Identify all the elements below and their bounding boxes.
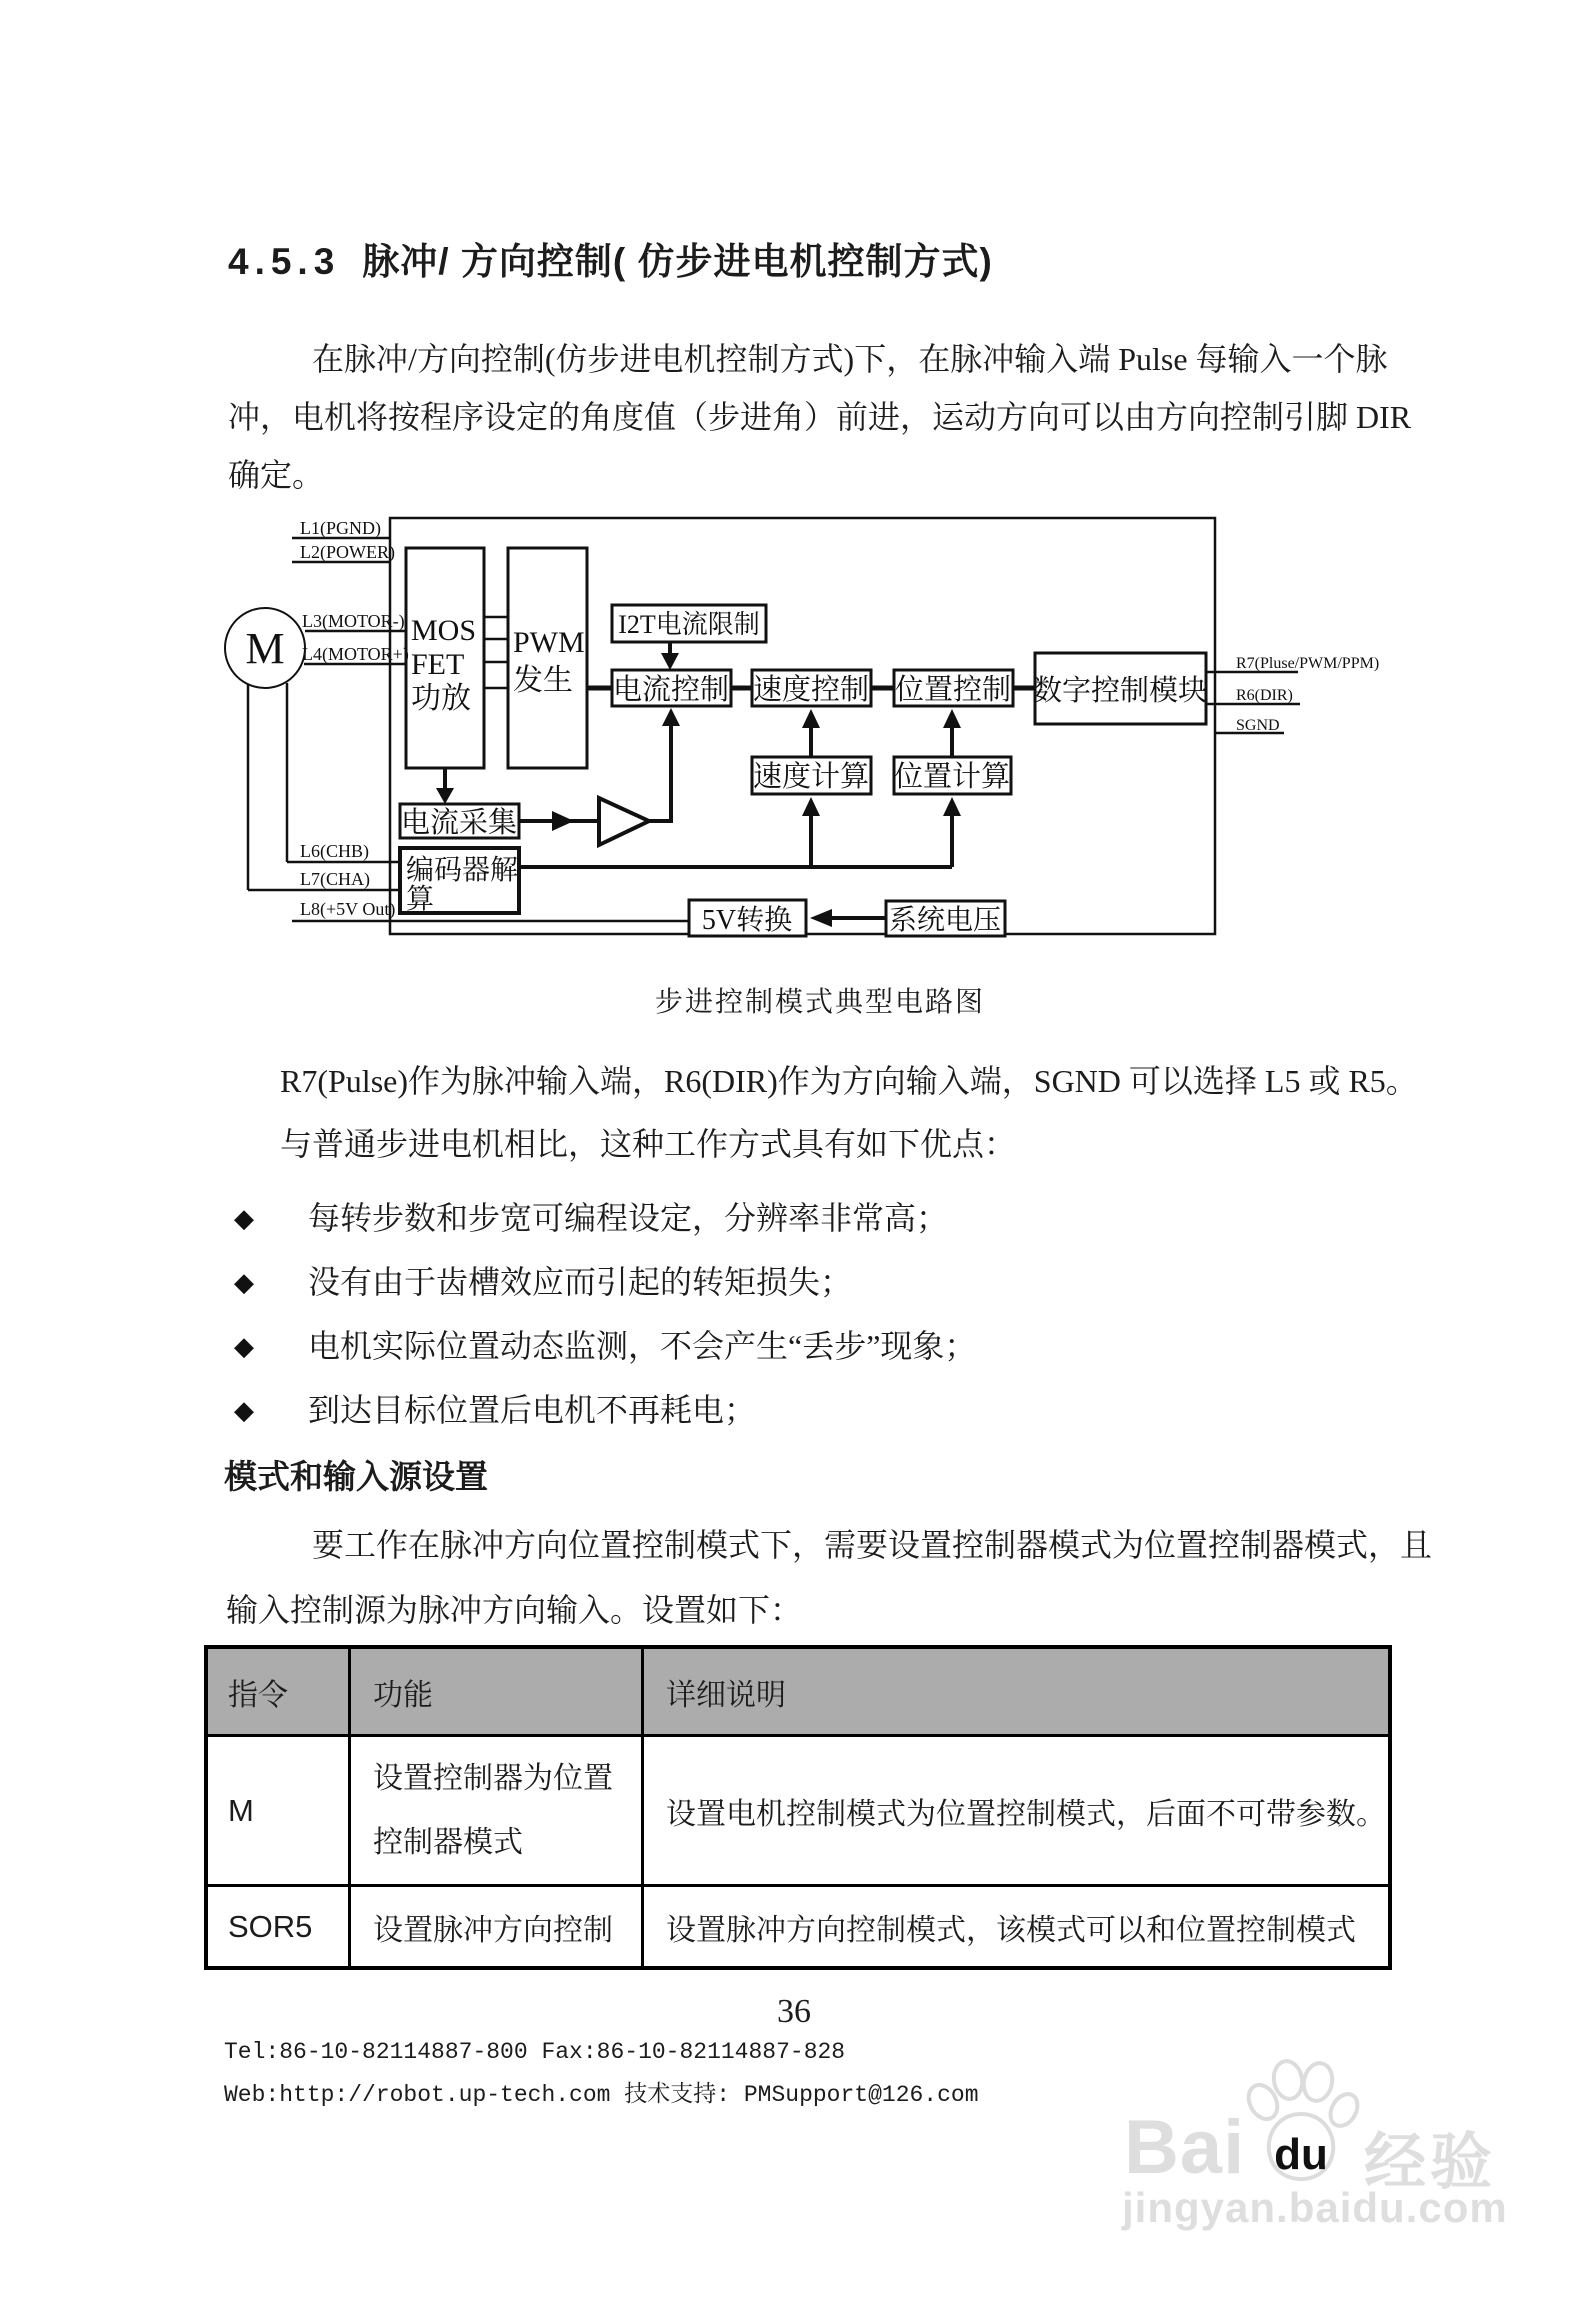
bullet-item-4 xyxy=(234,1385,756,1431)
system-voltage-label: 系统电压 xyxy=(888,905,1002,936)
function-value: 设置脉冲方向控制 xyxy=(373,1913,613,1947)
terminal-l4: L4(MOTOR+) xyxy=(302,644,409,664)
pwm-line2: 发生 xyxy=(513,664,573,697)
pwm-line1: PWM xyxy=(513,626,585,659)
block-boxes xyxy=(400,548,1206,936)
intro-line-1: 在脉冲/方向控制(仿步进电机控制方式)下，在脉冲输入端 Pulse 每输入一个脉 xyxy=(312,341,1388,377)
bullet-text: 每转步数和步宽可编程设定，分辨率非常高； xyxy=(308,1200,949,1236)
table-row xyxy=(206,1736,1390,1886)
position-calc-label: 位置计算 xyxy=(893,761,1011,793)
encoder-line1: 编码器解 xyxy=(406,855,519,886)
amplifier-symbol xyxy=(599,798,649,845)
terminal-r6: R6(DIR) xyxy=(1236,687,1293,704)
terminal-l3: L3(MOTOR-) xyxy=(302,611,405,631)
bullet-text: 到达目标位置后电机不再耗电； xyxy=(308,1392,757,1428)
bullet-item-3 xyxy=(234,1321,976,1367)
diagram-caption: 步进控制模式典型电路图 xyxy=(654,987,985,1018)
bullet-text: 没有由于齿槽效应而引起的转矩损失； xyxy=(308,1264,853,1300)
subsection-heading: 模式和输入源设置 xyxy=(224,1458,488,1495)
section-heading xyxy=(228,231,993,285)
cell-command xyxy=(206,1886,350,1969)
cell-function xyxy=(350,1736,643,1886)
bullet-item-1 xyxy=(234,1193,948,1239)
watermark-du-text: du xyxy=(1274,2130,1328,2179)
function-line: 控制器模式 xyxy=(373,1825,523,1859)
i2t-label: I2T电流限制 xyxy=(618,610,760,639)
command-value: SOR5 xyxy=(228,1908,313,1944)
motor-label: M xyxy=(245,624,285,673)
bullet-item-2 xyxy=(234,1257,852,1303)
mosfet-line1: MOS xyxy=(411,614,477,647)
terminal-l1: L1(PGND) xyxy=(300,518,381,538)
mode-paragraph-line-2: 输入控制源为脉冲方向输入。设置如下： xyxy=(226,1592,803,1628)
header-cell-command xyxy=(206,1647,350,1736)
page-number: 36 xyxy=(777,1993,811,2030)
section-number: 4.5.3 xyxy=(228,241,341,282)
watermark-jingyan-text: 经验 xyxy=(1364,2128,1497,2197)
intro-line-2: 冲，电机将按程序设定的角度值（步进角）前进，运动方向可以由方向控制引脚 DIR xyxy=(228,399,1412,435)
header-cell-function xyxy=(350,1647,643,1736)
paragraph-compare: 与普通步进电机相比，这种工作方式具有如下优点： xyxy=(280,1126,1017,1162)
header-label: 详细说明 xyxy=(666,1678,786,1712)
speed-calc-label: 速度计算 xyxy=(752,761,870,793)
footer-web-line: Web:http://robot.up-tech.com 技术支持: PMSupport@126.com xyxy=(224,2082,979,2108)
v5-convert-label: 5V转换 xyxy=(701,905,793,936)
table-header-row xyxy=(206,1647,1390,1736)
current-sampling-label: 电流采集 xyxy=(400,807,518,839)
mosfet-line3: 功放 xyxy=(411,682,471,715)
paragraph-r7: R7(Pulse)作为脉冲输入端，R6(DIR)作为方向输入端，SGND 可以选择 L5 或 R5。 xyxy=(280,1063,1418,1099)
circuit-diagram xyxy=(150,495,1420,1015)
position-control-label: 位置控制 xyxy=(894,674,1012,706)
terminal-l7: L7(CHA) xyxy=(300,869,370,889)
function-line: 设置控制器为位置 xyxy=(373,1761,613,1795)
description-value: 设置脉冲方向控制模式，该模式可以和位置控制模式 xyxy=(666,1913,1356,1947)
terminal-sgnd: SGND xyxy=(1236,717,1280,734)
terminal-r7: R7(Pluse/PWM/PPM) xyxy=(1236,655,1380,672)
digital-module-label: 数字控制模块 xyxy=(1032,675,1208,707)
function-value xyxy=(351,1747,641,1875)
cell-description xyxy=(643,1886,1391,1969)
section-title: 脉冲/ 方向控制( 仿步进电机控制方式) xyxy=(362,241,993,282)
mosfet-line2: FET xyxy=(411,648,465,681)
baidu-paw-icon xyxy=(1240,2058,1362,2186)
header-label: 指令 xyxy=(228,1678,288,1712)
terminal-l8: L8(+5V Out) xyxy=(300,899,396,919)
speed-control-label: 速度控制 xyxy=(752,674,870,706)
description-value: 设置电机控制模式为位置控制模式，后面不可带参数。 xyxy=(666,1797,1386,1831)
diamond-bullet-icon: ◆ xyxy=(234,1204,254,1233)
terminal-l6: L6(CHB) xyxy=(300,841,369,861)
mode-paragraph-line-1: 要工作在脉冲方向位置控制模式下，需要设置控制器模式为位置控制器模式，且 xyxy=(312,1527,1433,1563)
current-control-label: 电流控制 xyxy=(612,674,730,706)
diamond-bullet-icon: ◆ xyxy=(234,1332,254,1361)
cell-function xyxy=(350,1886,643,1969)
table-row xyxy=(206,1886,1390,1969)
command-table xyxy=(204,1645,1392,1970)
cell-command xyxy=(206,1736,350,1886)
diamond-bullet-icon: ◆ xyxy=(234,1268,254,1297)
terminal-l2: L2(POWER) xyxy=(300,542,395,562)
intro-line-3: 确定。 xyxy=(228,457,325,493)
watermark-bai-text: Bai xyxy=(1124,2105,1246,2190)
cell-description xyxy=(643,1736,1391,1886)
bullet-text: 电机实际位置动态监测，不会产生“丢步”现象； xyxy=(308,1328,977,1364)
header-cell-description xyxy=(643,1647,1391,1736)
encoder-line2: 算 xyxy=(406,884,435,915)
watermark-url-text: jingyan.baidu.com xyxy=(1122,2184,1508,2231)
intro-paragraph xyxy=(228,330,1411,504)
diamond-bullet-icon: ◆ xyxy=(234,1396,254,1425)
command-value: M xyxy=(228,1792,254,1828)
footer-contact-line: Tel:86-10-82114887-800 Fax:86-10-82114887-828 xyxy=(224,2039,846,2065)
header-label: 功能 xyxy=(373,1678,433,1712)
